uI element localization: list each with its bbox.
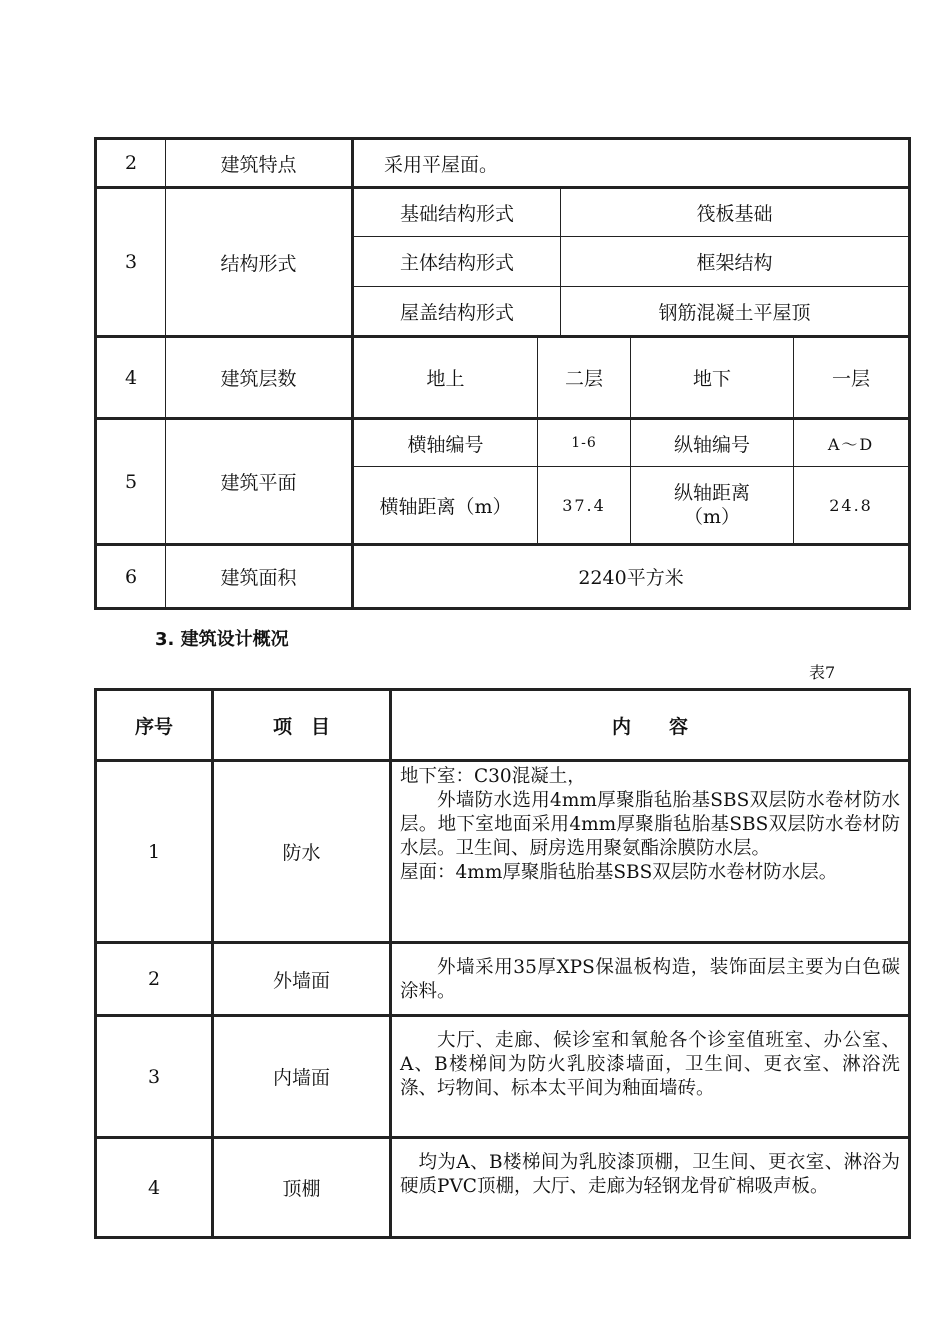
h-axis-label: 横轴编号 <box>353 419 538 467</box>
row-number: 3 <box>96 1016 213 1138</box>
sub-label: 主体结构形式 <box>353 237 561 287</box>
row-number: 4 <box>96 337 166 419</box>
sub-label: 屋盖结构形式 <box>353 287 561 337</box>
content-cell <box>391 761 910 943</box>
v-distance-label <box>631 467 794 545</box>
header-content: 内 容 <box>391 690 910 761</box>
v-distance-value: 24.8 <box>794 467 910 545</box>
building-features-table <box>94 137 911 610</box>
item-label: 外墙面 <box>213 943 391 1016</box>
table-label: 表7 <box>809 663 836 682</box>
sub-value: 钢筋混凝土平屋顶 <box>561 287 910 337</box>
content-text: 均为A、B楼梯间为乳胶漆顶棚，卫生间、更衣室、淋浴为硬质PVC顶棚，大厅、走廊为轻钢龙骨矿棉吸声板。 <box>400 1152 900 1197</box>
item-label: 结构形式 <box>166 188 353 337</box>
v-axis-value: A～D <box>794 419 910 467</box>
above-ground-label: 地上 <box>353 337 538 419</box>
content-cell: 采用平屋面。 <box>353 139 910 188</box>
content-line: 外墙防水选用4mm厚聚脂毡胎基SBS双层防水卷材防水层。地下室地面采用4mm厚聚脂毡胎基SBS双层防水卷材防水层。卫生间、厨房选用聚氨酯涂膜防水层。 <box>400 790 900 859</box>
row-number: 5 <box>96 419 166 545</box>
header-item: 项 目 <box>213 690 391 761</box>
content-line: 屋面：4mm厚聚脂毡胎基SBS双层防水卷材防水层。 <box>400 862 838 883</box>
row-number: 2 <box>96 943 213 1016</box>
content-cell <box>391 943 910 1016</box>
content-cell <box>391 1016 910 1138</box>
sub-label: 基础结构形式 <box>353 188 561 237</box>
h-axis-value: 1-6 <box>538 419 631 467</box>
sub-value: 框架结构 <box>561 237 910 287</box>
content-text: 大厅、走廊、候诊室和氧舱各个诊室值班室、办公室、A、B楼梯间为防火乳胶漆墙面，卫生间、更衣室、淋浴洗涤、圬物间、标本太平间为釉面墙砖。 <box>400 1030 900 1099</box>
item-label: 内墙面 <box>213 1016 391 1138</box>
item-label: 建筑层数 <box>166 337 353 419</box>
architectural-design-table <box>94 688 911 1239</box>
row-number: 6 <box>96 545 166 609</box>
h-distance-label: 横轴距离（m） <box>353 467 538 545</box>
section-title: 3. 建筑设计概况 <box>155 629 289 650</box>
content-cell: 2240平方米 <box>353 545 910 609</box>
below-ground-value: 一层 <box>794 337 910 419</box>
item-label: 建筑特点 <box>166 139 353 188</box>
row-number: 3 <box>96 188 166 337</box>
v-distance-label-line2: （m） <box>683 506 741 528</box>
item-label: 建筑面积 <box>166 545 353 609</box>
content-text: 外墙采用35厚XPS保温板构造，装饰面层主要为白色碳涂料。 <box>400 957 900 1002</box>
content-cell <box>391 1138 910 1238</box>
row-number: 2 <box>96 139 166 188</box>
below-ground-label: 地下 <box>631 337 794 419</box>
row-number: 4 <box>96 1138 213 1238</box>
item-label: 防水 <box>213 761 391 943</box>
v-axis-label: 纵轴编号 <box>631 419 794 467</box>
v-distance-label-line1: 纵轴距离 <box>673 482 750 504</box>
above-ground-value: 二层 <box>538 337 631 419</box>
h-distance-value: 37.4 <box>538 467 631 545</box>
content-line: 地下室：C30混凝土， <box>400 766 586 787</box>
header-number: 序号 <box>96 690 213 761</box>
row-number: 1 <box>96 761 213 943</box>
sub-value: 筏板基础 <box>561 188 910 237</box>
item-label: 顶棚 <box>213 1138 391 1238</box>
item-label: 建筑平面 <box>166 419 353 545</box>
